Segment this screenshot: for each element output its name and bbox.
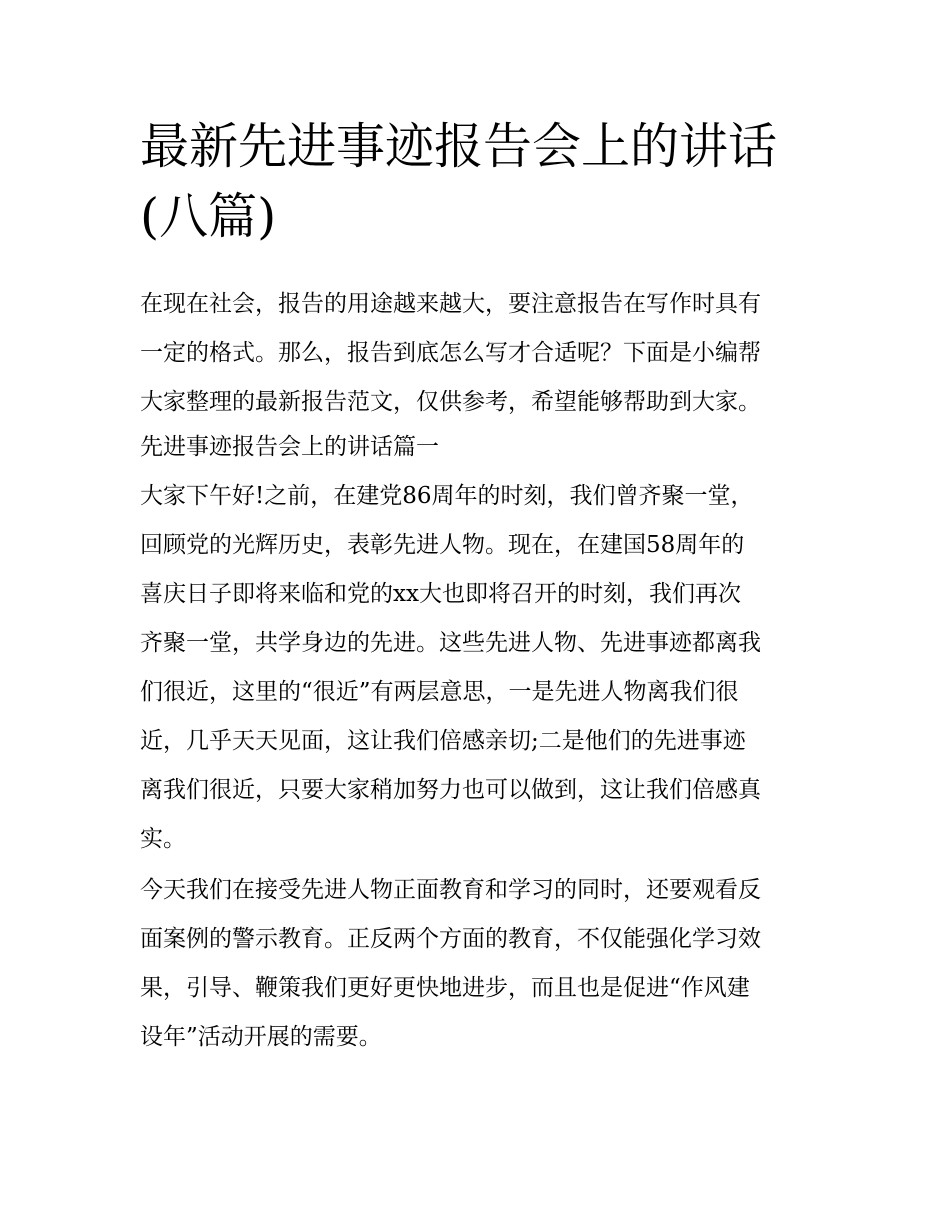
text-line: 设年”活动开展的需要。 [140, 1024, 382, 1050]
text-line: 一定的格式。那么，报告到底怎么写才合适呢？下面是小编帮 [140, 340, 761, 366]
section-heading: 先进事迹报告会上的讲话篇一 [140, 434, 439, 460]
body-paragraph-1 [140, 472, 820, 864]
text-line: 大家整理的最新报告范文，仅供参考，希望能够帮助到大家。 [140, 389, 761, 415]
text-line: 齐聚一堂，共学身边的先进。这些先进人物、先进事迹都离我 [140, 630, 761, 656]
document-title [140, 112, 820, 252]
text-line: 实。 [140, 826, 186, 852]
text-line: 喜庆日子即将来临和党的xx大也即将召开的时刻，我们再次 [140, 581, 741, 607]
document-body [140, 280, 820, 1062]
text-line: 们很近，这里的“很近”有两层意思，一是先进人物离我们很 [140, 679, 739, 705]
text-line: 大家下午好!之前，在建党86周年的时刻，我们曾齐聚一堂， [140, 483, 754, 509]
text-line: 回顾党的光辉历史，表彰先进人物。现在，在建国58周年的 [140, 532, 745, 558]
text-line: 在现在社会，报告的用途越来越大，要注意报告在写作时具有 [140, 291, 761, 317]
intro-paragraph [140, 280, 820, 427]
text-line: 今天我们在接受先进人物正面教育和学习的同时，还要观看反 [140, 877, 761, 903]
text-line: 近，几乎天天见面，这让我们倍感亲切;二是他们的先进事迹 [140, 728, 746, 754]
title-line: 最新先进事迹报告会上的讲话 [140, 118, 778, 175]
body-paragraph-2 [140, 866, 820, 1062]
text-line: 面案例的警示教育。正反两个方面的教育，不仅能强化学习效 [140, 926, 761, 952]
title-line: (八篇) [140, 188, 277, 245]
text-line: 离我们很近，只要大家稍加努力也可以做到，这让我们倍感真 [140, 777, 761, 803]
text-line: 果，引导、鞭策我们更好更快地进步，而且也是促进“作风建 [140, 975, 750, 1001]
